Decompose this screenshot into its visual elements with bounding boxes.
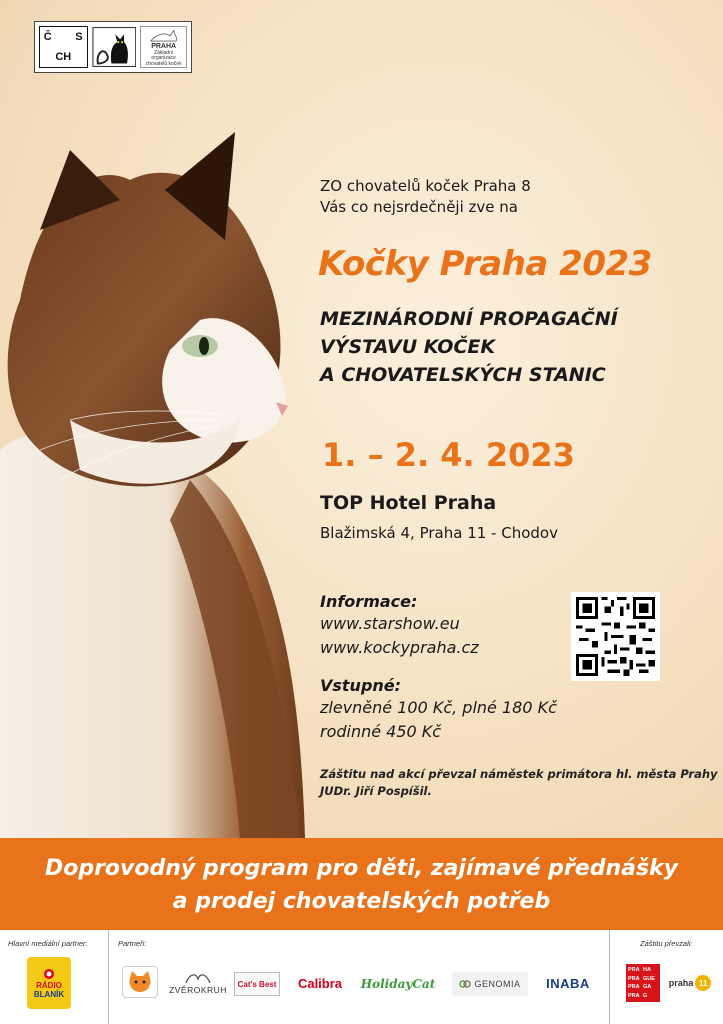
intro-text	[320, 176, 531, 218]
csch-letter	[71, 47, 86, 67]
praha11-number-badge: 11	[695, 975, 711, 991]
csch-logo	[39, 26, 88, 68]
praha-grid-text: PRA	[628, 984, 640, 991]
venue-name: TOP Hotel Praha	[320, 492, 497, 514]
radio-logo-text: BLANÍK	[33, 990, 65, 999]
venue-address: Blažimská 4, Praha 11 - Chodov	[320, 524, 558, 542]
event-title: Kočky Praha 2023	[318, 244, 652, 284]
partners-label: Partneři:	[118, 939, 147, 948]
holidaycat-logo	[358, 972, 438, 996]
program-banner	[0, 838, 723, 930]
praha11-logo	[666, 972, 714, 994]
csch-letter	[55, 27, 71, 47]
patronage-label: Záštitu převzali:	[640, 939, 693, 948]
csch-letter: CH	[55, 51, 72, 63]
patronage-line: JUDr. Jiří Pospíšil.	[320, 784, 432, 798]
radio-sun-icon	[40, 967, 58, 981]
subtitle-line: VÝSTAVU KOČEK	[320, 336, 496, 358]
organizer-logos	[34, 21, 192, 73]
calibra-text: Calibra	[297, 975, 343, 991]
inaba-logo	[540, 970, 596, 996]
praha-grid-text: HA	[643, 967, 651, 974]
intro-line: Vás co nejsrdečněji zve na	[320, 198, 518, 216]
holidaycat-text: HolidayCat	[360, 977, 436, 991]
praha-logo-text: PRAHA	[151, 42, 177, 50]
csch-letter	[40, 47, 55, 67]
cat-face-icon	[126, 970, 154, 994]
subtitle-line: A CHOVATELSKÝCH STANIC	[320, 364, 606, 386]
praha-grid-text: G	[643, 992, 648, 999]
media-partner-label: Hlavní mediální partner:	[8, 939, 88, 948]
praha-grid-text: GUE	[643, 975, 655, 982]
dna-circles-icon	[459, 978, 471, 990]
event-subtitle	[320, 305, 618, 389]
banner-line: Doprovodný program pro děti, zajímavé přednášky	[44, 856, 679, 881]
info-heading: Informace:	[320, 592, 418, 611]
website-link-starshow[interactable]: www.starshow.eu	[320, 614, 460, 633]
admission-family-price: rodinné 450 Kč	[320, 722, 442, 741]
genomia-logo	[452, 972, 528, 996]
csch-letter: Č	[43, 31, 52, 43]
catsbest-logo	[234, 972, 280, 996]
banner-line: a prodej chovatelských potřeb	[172, 889, 551, 914]
animal-outline-icon	[184, 971, 212, 985]
csch-letter: S	[75, 31, 83, 43]
catsbest-text: Cat's Best	[237, 979, 277, 989]
radio-logo-text: RÁDIO	[36, 981, 62, 990]
admission-heading: Vstupné:	[320, 676, 402, 695]
radio-blanik-logo	[27, 957, 71, 1009]
inaba-text: INABA	[546, 975, 590, 991]
praha-grid-text: PRA	[628, 992, 640, 999]
cat-photo	[0, 120, 320, 838]
praha-logo-subtext: Základní organizace chovatelů koček	[145, 49, 182, 67]
zverokruh-text: ZVĚROKRUH	[169, 985, 227, 995]
black-cat-logo-icon	[92, 26, 137, 68]
praha11-text: praha	[668, 978, 694, 988]
divider	[108, 930, 109, 1024]
genomia-text: GENOMIA	[474, 979, 521, 989]
praha-grid-text: GA	[643, 984, 652, 991]
praha-grid-text: PRA	[628, 967, 640, 974]
praha-zo-logo	[140, 26, 187, 68]
praha-grid-text: PRA	[628, 975, 640, 982]
zverokruh-logo	[170, 968, 226, 998]
divider	[609, 930, 610, 1024]
cat-club-logo	[122, 966, 158, 998]
intro-line: ZO chovatelů koček Praha 8	[320, 177, 531, 195]
qr-code[interactable]	[571, 592, 660, 681]
subtitle-line: MEZINÁRODNÍ PROPAGAČNÍ	[320, 308, 618, 330]
cat-silhouette-icon	[147, 27, 181, 43]
calibra-logo	[294, 970, 346, 996]
event-dates: 1. – 2. 4. 2023	[322, 436, 575, 474]
praha-city-logo	[626, 964, 660, 1002]
qr-code-icon	[576, 597, 655, 676]
admission-prices: zlevněné 100 Kč, plné 180 Kč	[320, 698, 557, 717]
website-link-kockypraha[interactable]: www.kockypraha.cz	[320, 638, 479, 657]
patronage-note	[320, 766, 718, 800]
patronage-line: Záštitu nad akcí převzal náměstek primátora hl. města Prahy	[320, 767, 718, 781]
